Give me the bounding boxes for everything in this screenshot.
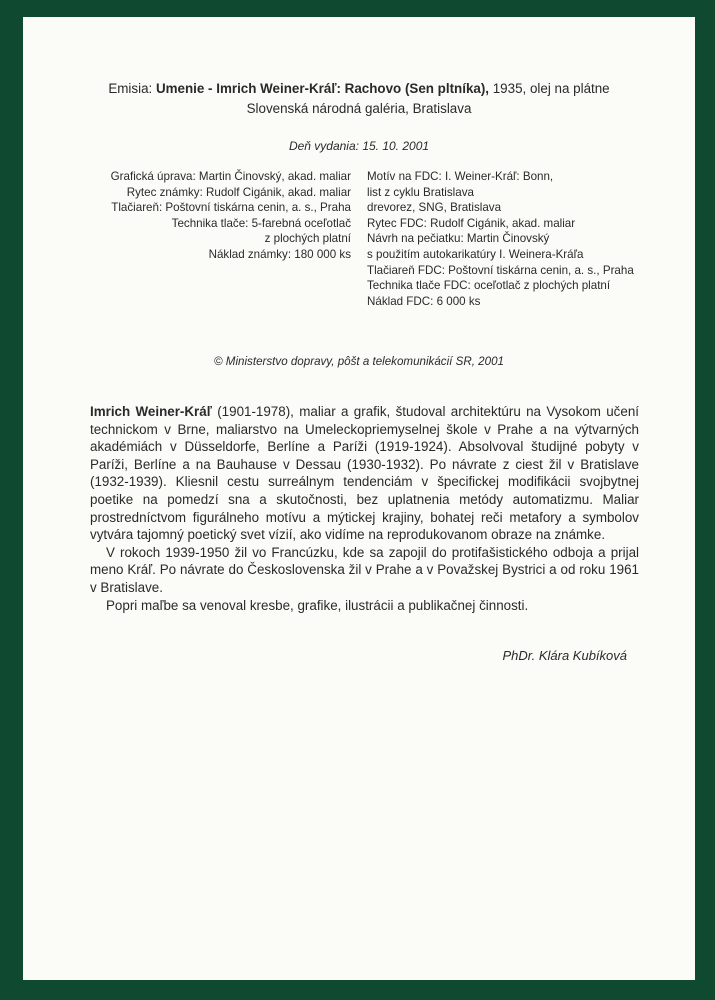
author-signature: PhDr. Klára Kubíková <box>502 648 627 663</box>
credit-line: drevorez, SNG, Bratislava <box>367 201 502 215</box>
bio-paragraph-3: Popri maľbe sa venoval kresbe, grafike, ilustrácii a publikačnej činnosti. <box>106 597 529 613</box>
copyright-notice: © Ministerstvo dopravy, pôšt a telekomunikácií SR, 2001 <box>214 355 504 368</box>
credit-line: Náklad FDC: 6 000 ks <box>367 294 481 308</box>
stamp-credits <box>53 169 351 263</box>
credit-line: Náklad známky: 180 000 ks <box>208 247 351 261</box>
bio-paragraph-1 <box>90 403 639 544</box>
credit-line: list z cyklu Bratislava <box>367 185 474 199</box>
header-prefix: Emisia: <box>108 81 156 96</box>
header-title: Umenie - Imrich Weiner-Kráľ: Rachovo (Sen pltníka), <box>155 81 490 96</box>
credit-line: Tlačiareň FDC: Poštovní tiskárna cenin, a. s., Praha <box>367 263 634 277</box>
fdc-credits <box>367 169 687 309</box>
artist-name: Imrich Weiner-Kráľ <box>90 404 212 419</box>
emission-header <box>23 79 695 119</box>
biography <box>90 403 639 614</box>
issue-date: Deň vydania: 15. 10. 2001 <box>288 139 430 153</box>
credit-line: Tlačiareň: Poštovní tiskárna cenin, a. s., Praha <box>111 201 351 215</box>
header-line-2: Slovenská národná galéria, Bratislava <box>246 101 472 116</box>
credit-line: Motív na FDC: I. Weiner-Kráľ: Bonn, <box>367 170 554 183</box>
credit-line: z plochých platní <box>264 232 351 246</box>
credit-line: Návrh na pečiatku: Martin Činovský <box>367 232 550 246</box>
credit-line: Rytec FDC: Rudolf Cigánik, akad. maliar <box>367 216 576 230</box>
header-line-1 <box>23 79 695 99</box>
credit-line: Rytec známky: Rudolf Cigánik, akad. maliar <box>126 185 351 199</box>
bio-text-1: (1901-1978), maliar a grafik, študoval architektúru na Vysokom učení technickom v Brne, maliarstvo na Umeleckopriemyselnej škole v Prahe a na výtvarných akadémiách v Düsseldorfe, Berlíne a Paríži (1919-1924). Absolvoval študijné pobyty v Paríži, Berlíne a na Bauhause v Dessau (1930-1932). Po návrate z ciest žil v Bratislave (1932-1939). Kliesnil cestu surreálnym tendenciám v špecifickej modifikácii svojbytnej poetike na pomedzí sna a skutočnosti, bez uplatnenia metódy automatizmu. Maliar prostredníctvom figurálneho motívu a mýtickej krajiny, bohatej reči metafory a symbolov vytvára tajomný poetický svet vízií, ako vidíme na reprodukovanom obraze na známke. <box>90 404 639 543</box>
credit-line: Technika tlače FDC: oceľotlač z plochých platní <box>367 279 611 293</box>
credit-line: s použitím autokarikatúry I. Weinera-Kráľa <box>367 247 584 261</box>
credit-line: Grafická úprava: Martin Činovský, akad. maliar <box>110 170 351 183</box>
credit-line: Technika tlače: 5-farebná oceľotlač <box>171 216 351 230</box>
header-suffix: 1935, olej na plátne <box>489 81 610 96</box>
bio-paragraph-2: V rokoch 1939-1950 žil vo Francúzku, kde sa zapojil do protifašistického odboja a prijal meno Kráľ. Po návrate do Československa žil v Prahe a v Považskej Bystrici a od roku 1961 v Bratislave. <box>90 544 639 595</box>
document-sheet <box>23 17 695 980</box>
